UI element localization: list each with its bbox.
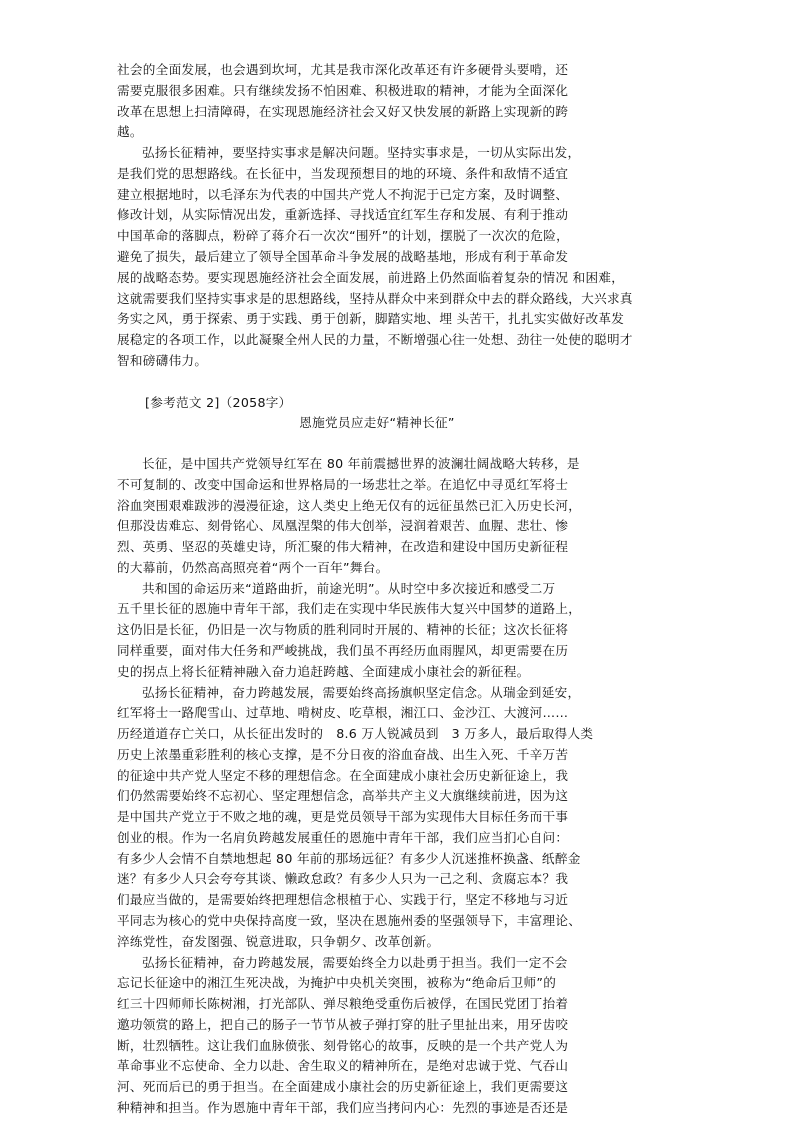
paragraph-start: 长征，是中国共产党领导红军在 80 年前震撼世界的波澜壮阔战略大转移，是: [142, 456, 580, 471]
text-line: 创业的根。作为一名肩负跨越发展重任的恩施中青年干部，我们应当扪心自问：: [117, 829, 569, 845]
text-line: 们最应当做的，是需要始终把理想信念根植于心、实践于行，坚定不移地与习近: [117, 892, 569, 908]
text-line: 的大幕前，仍然高高照亮着“两个一百年”舞台。: [117, 559, 389, 575]
text-line: 是我们党的思想路线。在长征中，当发现预想目的地的环境、条件和敌情不适宜: [117, 165, 569, 181]
text-line: 忘记长征途中的湘江生死决战，为掩护中央机关突围，被称为“绝命后卫师”的: [117, 975, 557, 991]
text-line: 务实之风，勇于探索、勇于实践、勇于创新，脚踏实地、埋 头苦干，扎扎实实做好改革发: [117, 311, 625, 327]
text-line: 历史上浓墨重彩胜利的核心支撑，是不分日夜的浴血奋战、出生入死、千辛万苦: [117, 746, 569, 762]
text-line: 同样重要，面对伟大任务和严峻挑战，我们虽不再经历血雨腥风，却更需要在历: [117, 642, 569, 658]
text-line: 智和磅礴伟力。: [117, 352, 208, 368]
text-line: 需要克服很多困难。只有继续发扬不怕困难、积极进取的精神，才能为全面深化: [117, 82, 569, 98]
text-line: 淬练党性，奋发图强、锐意进取，只争朝夕、改革创新。: [117, 933, 440, 949]
text-line: 建立根据地时，以毛泽东为代表的中国共产党人不拘泥于已定方案，及时调整、: [117, 186, 569, 202]
text-line: 迷？有多少人只会夸夸其谈、懒政怠政？有多少人只为一己之利、贪腐忘本？我: [117, 871, 569, 887]
reference-label: [参考范文 2]（2058字）: [145, 394, 292, 410]
text-line: 平同志为核心的党中央保持高度一致，坚决在恩施州委的坚强领导下，丰富理论、: [117, 913, 582, 929]
text-line: 种精神和担当。作为恩施中青年干部，我们应当拷问内心：先烈的事迹是否还是: [117, 1100, 569, 1115]
text-line: 这仍旧是长征，仍旧是一次与物质的胜利同时开展的、精神的长征；这次长征将: [117, 622, 569, 638]
text-line: 是中国共产党立于不败之地的魂，更是党员领导干部为实现伟大目标任务而干事: [117, 809, 569, 825]
paragraph-start: 弘扬长征精神，奋力跨越发展，需要始终高扬旗帜坚定信念。从瑞金到延安，: [142, 684, 581, 700]
text-line: 红三十四师师长陈树湘，打光部队、弹尽粮绝受重伤后被俘，在国民党团丁抬着: [117, 996, 569, 1012]
text-line: 避免了损失，最后建立了领导全国革命斗争发展的战略基地，形成有利于革命发: [117, 248, 569, 264]
text-line: 们仍然需要始终不忘初心、坚定理想信念，高举共产主义大旗继续前进，因为这: [117, 788, 569, 804]
text-line: 这就需要我们坚持实事求是的思想路线，坚持从群众中来到群众中去的群众路线，大兴求真: [117, 290, 633, 306]
text-line: 历经道道存亡关口，从长征出发时的 8.6 万人锐减员到 3 万多人，最后取得人类: [117, 726, 594, 742]
paragraph-start: 弘扬长征精神，奋力跨越发展，需要始终全力以赴勇于担当。我们一定不会: [142, 954, 568, 970]
text-line: 越。: [117, 124, 143, 140]
text-line: 红军将士一路爬雪山、过草地、啃树皮、吃草根，湘江口、金沙江、大渡河……: [117, 705, 569, 721]
text-line: 五千里长征的恩施中青年干部，我们走在实现中华民族伟大复兴中国梦的道路上，: [117, 601, 582, 617]
text-line: 有多少人会情不自禁地想起 80 年前的那场远征？有多少人沉迷推杯换盏、纸醉金: [117, 850, 581, 866]
text-line: 但那没齿难忘、刻骨铭心、凤凰涅槃的伟大创举，浸润着艰苦、血腥、悲壮、惨: [117, 518, 569, 534]
text-line: 烈、英勇、坚忍的英雄史诗，所汇聚的伟大精神，在改造和建设中国历史新征程: [117, 539, 569, 555]
text-line: 社会的全面发展，也会遇到坎坷，尤其是我市深化改革还有许多硬骨头要啃，还: [117, 62, 569, 77]
text-line: 断，壮烈牺牲。这让我们血脉偾张、刻骨铭心的故事，反映的是一个共产党人为: [117, 1037, 569, 1053]
text-line: 革命事业不忘使命、全力以赴、舍生取义的精神所在，是绝对忠诚于党、气吞山: [117, 1058, 569, 1074]
text-line: 河、死而后已的勇于担当。在全面建成小康社会的历史新征途上，我们更需要这: [117, 1079, 569, 1095]
paragraph-start: 弘扬长征精神，要坚持实事求是解决问题。坚持实事求是，一切从实际出发，: [142, 145, 581, 161]
text-line: 邀功领赏的路上，把自己的肠子一节节从被子弹打穿的肚子里扯出来，用牙齿咬: [117, 1016, 569, 1032]
text-line: 的征途中共产党人坚定不移的理想信念。在全面建成小康社会历史新征途上，我: [117, 767, 569, 783]
text-line: 不可复制的、改变中国命运和世界格局的一场悲壮之举。在追忆中寻觅红军将士: [117, 476, 569, 492]
text-line: 史的拐点上将长征精神融入奋力追赶跨越、全面建成小康社会的新征程。: [117, 663, 530, 679]
text-line: 中国革命的落脚点，粉碎了蒋介石一次次“围歼”的计划，摆脱了一次次的危险，: [117, 228, 570, 244]
text-line: 浴血突围艰难跋涉的漫漫征途，这人类史上绝无仅有的远征虽然已汇入历史长河，: [117, 497, 582, 513]
text-line: 改革在思想上扫清障碍，在实现恩施经济社会又好又快发展的新路上实现新的跨: [117, 103, 569, 119]
paragraph-start: 共和国的命运历来“道路曲折，前途光明”。从时空中多次接近和感受二万: [142, 580, 556, 596]
text-line: 展的战略态势。要实现恩施经济社会全面发展，前进路上仍然面临着复杂的情况 和困难，: [117, 269, 625, 285]
essay-title: 恩施党员应走好“精神长征”: [299, 415, 455, 431]
text-line: 展稳定的各项工作，以此凝聚全州人民的力量，不断增强心往一处想、劲往一处使的聪明才: [117, 332, 633, 348]
text-line: 修改计划，从实际情况出发，重新选择、寻找适宜红军生存和发展、有利于推动: [117, 207, 569, 223]
